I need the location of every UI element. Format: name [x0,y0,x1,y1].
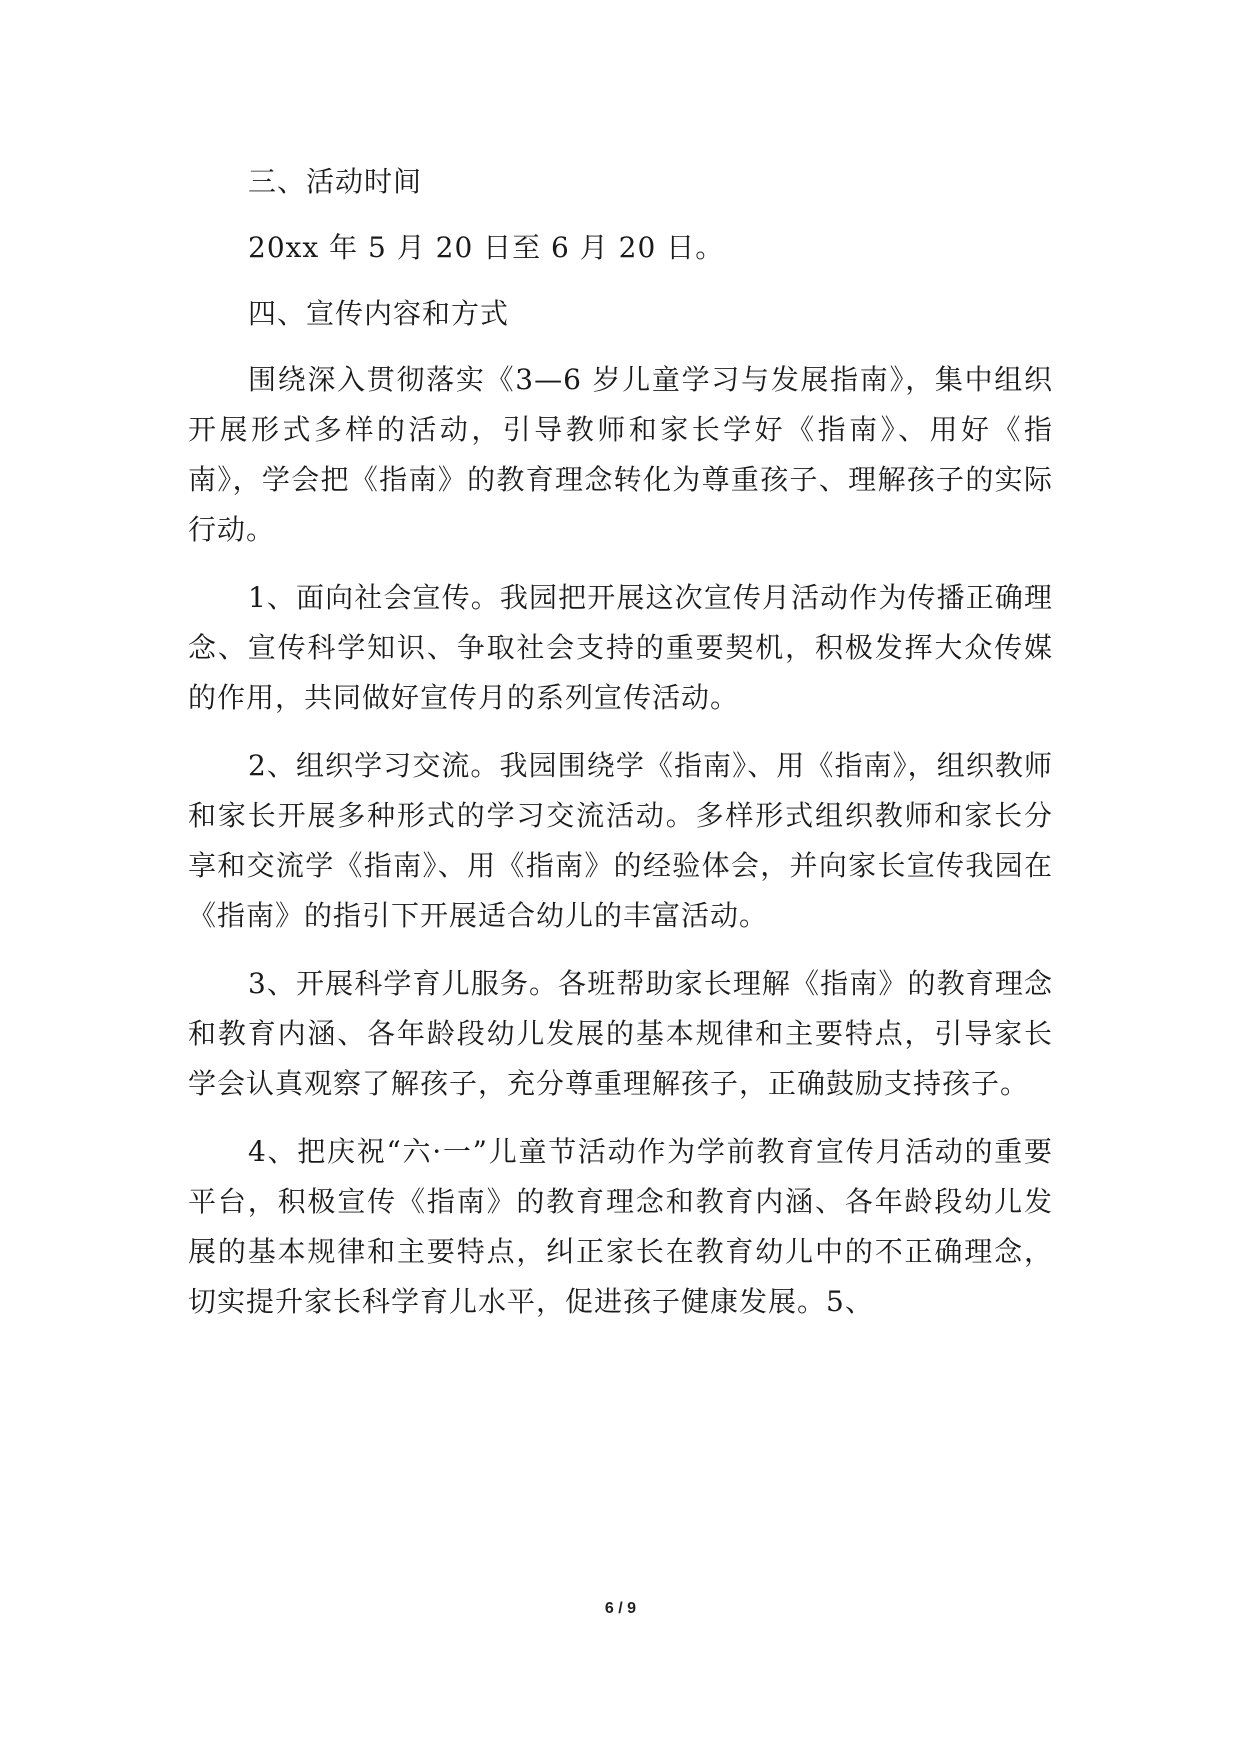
paragraph-item-1: 1、面向社会宣传。我园把开展这次宣传月活动作为传播正确理念、宣传科学知识、争取社会支持的重要契机，积极发挥大众传媒的作用，共同做好宣传月的系列宣传活动。 [188,581,1053,714]
section-heading-content-methods: 四、宣传内容和方式 [248,297,510,330]
paragraph-item-2: 2、组织学习交流。我园围绕学《指南》、用《指南》，组织教师和家长开展多种形式的学习交流活动。多样形式组织教师和家长分享和交流学《指南》、用《指南》的经验体会，并向家长宣传我园在《指南》的指引下开展适合幼儿的丰富活动。 [188,749,1053,932]
page-number: 6 / 9 [604,1600,637,1617]
activity-date-range: 20xx 年 5 月 20 日至 6 月 20 日。 [248,231,725,264]
document-body [188,157,1053,1345]
paragraph-intro: 围绕深入贯彻落实《3—6 岁儿童学习与发展指南》，集中组织开展形式多样的活动，引导教师和家长学好《指南》、用好《指南》，学会把《指南》的教育理念转化为尊重孩子、理解孩子的实际行动。 [188,363,1053,546]
section-heading-activity-time: 三、活动时间 [248,165,423,198]
paragraph-item-4: 4、把庆祝“六·一”儿童节活动作为学前教育宣传月活动的重要平台，积极宣传《指南》的教育理念和教育内涵、各年龄段幼儿发展的基本规律和主要特点，纠正家长在教育幼儿中的不正确理念，切实提升家长科学育儿水平，促进孩子健康发展。5、 [188,1135,1053,1318]
paragraph-item-3: 3、开展科学育儿服务。各班帮助家长理解《指南》的教育理念和教育内涵、各年龄段幼儿发展的基本规律和主要特点，引导家长学会认真观察了解孩子，充分尊重理解孩子，正确鼓励支持孩子。 [188,967,1053,1100]
